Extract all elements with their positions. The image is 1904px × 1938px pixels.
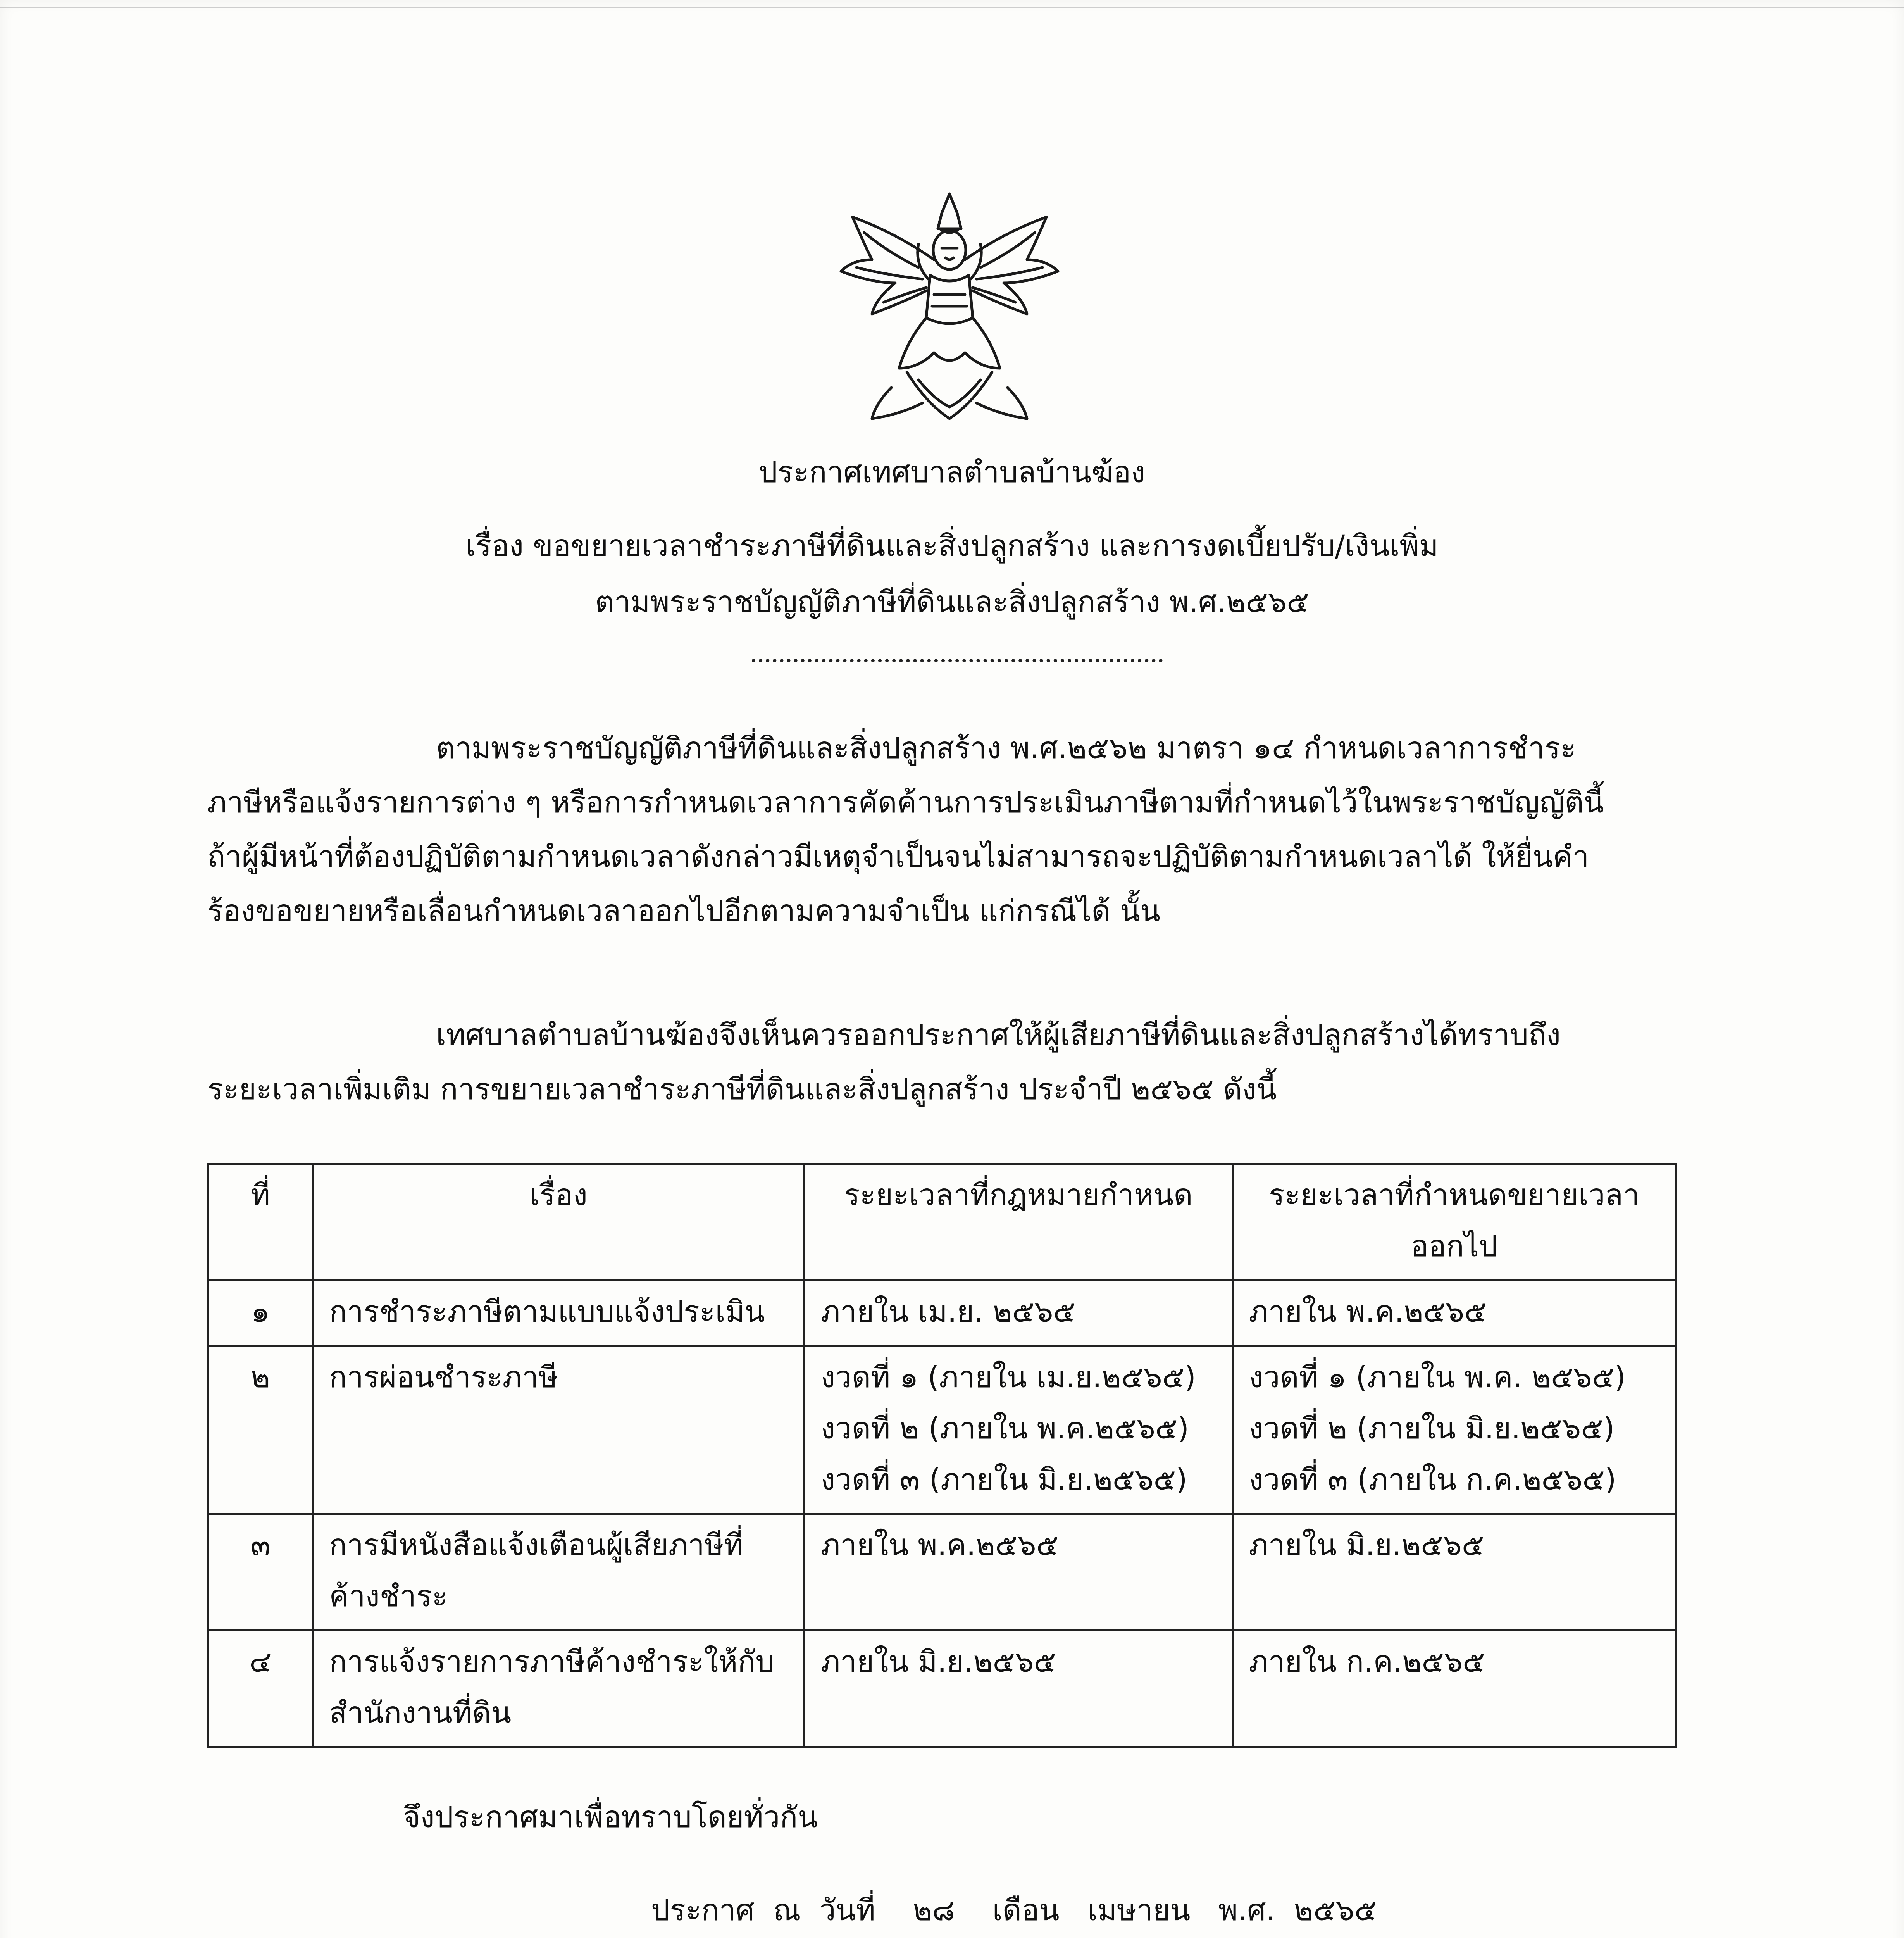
period-line: งวดที่ ๒ (ภายใน มิ.ย.๒๕๖๕)	[1249, 1411, 1615, 1445]
row-extended-period	[1232, 1514, 1676, 1631]
period-line: งวดที่ ๒ (ภายใน พ.ค.๒๕๖๕)	[820, 1411, 1189, 1445]
issuer-title: ประกาศเทศบาลตำบลบ้านฆ้อง	[758, 455, 1146, 489]
header-subject: เรื่อง	[313, 1164, 805, 1281]
table-row	[208, 1631, 1676, 1747]
paragraph-2	[207, 1008, 1676, 1116]
announcement-date: ประกาศ ณ วันที่ ๒๘ เดือน เมษายน พ.ศ. ๒๕๖๕	[651, 1893, 1377, 1927]
period-line: ภายใน พ.ค.๒๕๖๕	[1249, 1294, 1487, 1329]
subject-line: เรื่อง ขอขยายเวลาชำระภาษีที่ดินและสิ่งปลูกสร้าง และการงดเบี้ยปรับ/เงินเพิ่ม	[465, 528, 1439, 563]
tax-extension-table	[207, 1163, 1677, 1748]
row-extended-period	[1232, 1631, 1676, 1747]
period-line: ภายใน พ.ค.๒๕๖๕	[820, 1528, 1059, 1562]
garuda-emblem-icon	[829, 186, 1070, 434]
row-extended-period	[1232, 1346, 1676, 1514]
paragraph-1-line: ตามพระราชบัญญัติภาษีที่ดินและสิ่งปลูกสร้าง พ.ศ.๒๕๖๒ มาตรา ๑๔ กำหนดเวลาการชำระ	[436, 731, 1577, 765]
table-header-row	[208, 1164, 1676, 1281]
row-subject: การผ่อนชำระภาษี	[313, 1346, 805, 1514]
period-line: งวดที่ ๓ (ภายใน มิ.ย.๒๕๖๕)	[820, 1462, 1187, 1497]
row-legal-period	[804, 1281, 1232, 1346]
period-line: ภายใน มิ.ย.๒๕๖๕	[820, 1644, 1056, 1679]
row-no: ๓	[208, 1514, 313, 1631]
paragraph-1-line: ภาษีหรือแจ้งรายการต่าง ๆ หรือการกำหนดเวลาการคัดค้านการประเมินภาษีตามที่กำหนดไว้ในพระราชบัญญัตินี้	[207, 785, 1604, 819]
row-no: ๑	[208, 1281, 313, 1346]
paragraph-1	[207, 721, 1676, 938]
row-legal-period	[804, 1631, 1232, 1747]
law-reference: ตามพระราชบัญญัติภาษีที่ดินและสิ่งปลูกสร้าง พ.ศ.๒๕๖๕	[595, 585, 1309, 619]
period-line: ภายใน ก.ค.๒๕๖๕	[1249, 1644, 1485, 1679]
dotted-separator	[752, 659, 1163, 662]
row-extended-period	[1232, 1281, 1676, 1346]
row-no: ๒	[208, 1346, 313, 1514]
table-row	[208, 1346, 1676, 1514]
row-subject: การมีหนังสือแจ้งเตือนผู้เสียภาษีที่ ค้างชำระ	[313, 1514, 805, 1631]
table-row	[208, 1514, 1676, 1631]
period-line: ภายใน เม.ย. ๒๕๖๕	[820, 1294, 1075, 1329]
period-line: งวดที่ ๑ (ภายใน พ.ค. ๒๕๖๕)	[1249, 1360, 1626, 1394]
period-line: ภายใน มิ.ย.๒๕๖๕	[1249, 1528, 1484, 1562]
paragraph-1-line: ถ้าผู้มีหน้าที่ต้องปฏิบัติตามกำหนดเวลาดังกล่าวมีเหตุจำเป็นจนไม่สามารถจะปฏิบัติตามกำหนดเวลาได้ ให้ยื่นคำ	[207, 839, 1589, 874]
paragraph-2-line: ระยะเวลาเพิ่มเติม การขยายเวลาชำระภาษีที่ดินและสิ่งปลูกสร้าง ประจำปี ๒๕๖๕ ดังนี้	[207, 1072, 1277, 1106]
header-no: ที่	[208, 1164, 313, 1281]
table-row	[208, 1281, 1676, 1346]
header-extended-period: ระยะเวลาที่กำหนดขยายเวลา ออกไป	[1232, 1164, 1676, 1281]
scan-edge-line	[0, 7, 1904, 8]
row-legal-period	[804, 1514, 1232, 1631]
row-legal-period	[804, 1346, 1232, 1514]
header-legal-period: ระยะเวลาที่กฎหมายกำหนด	[804, 1164, 1232, 1281]
row-subject: การชำระภาษีตามแบบแจ้งประเมิน	[313, 1281, 805, 1346]
paragraph-1-line: ร้องขอขยายหรือเลื่อนกำหนดเวลาออกไปอีกตามความจำเป็น แก่กรณีได้ นั้น	[207, 893, 1160, 928]
period-line: งวดที่ ๑ (ภายใน เม.ย.๒๕๖๕)	[820, 1360, 1196, 1394]
paragraph-2-line: เทศบาลตำบลบ้านฆ้องจึงเห็นควรออกประกาศให้ผู้เสียภาษีที่ดินและสิ่งปลูกสร้างได้ทราบถึง	[436, 1017, 1561, 1052]
row-subject: การแจ้งรายการภาษีค้างชำระให้กับ สำนักงานที่ดิน	[313, 1631, 805, 1747]
period-line: งวดที่ ๓ (ภายใน ก.ค.๒๕๖๕)	[1249, 1462, 1616, 1497]
announcement-closing: จึงประกาศมาเพื่อทราบโดยทั่วกัน	[403, 1800, 818, 1834]
row-no: ๔	[208, 1631, 313, 1747]
